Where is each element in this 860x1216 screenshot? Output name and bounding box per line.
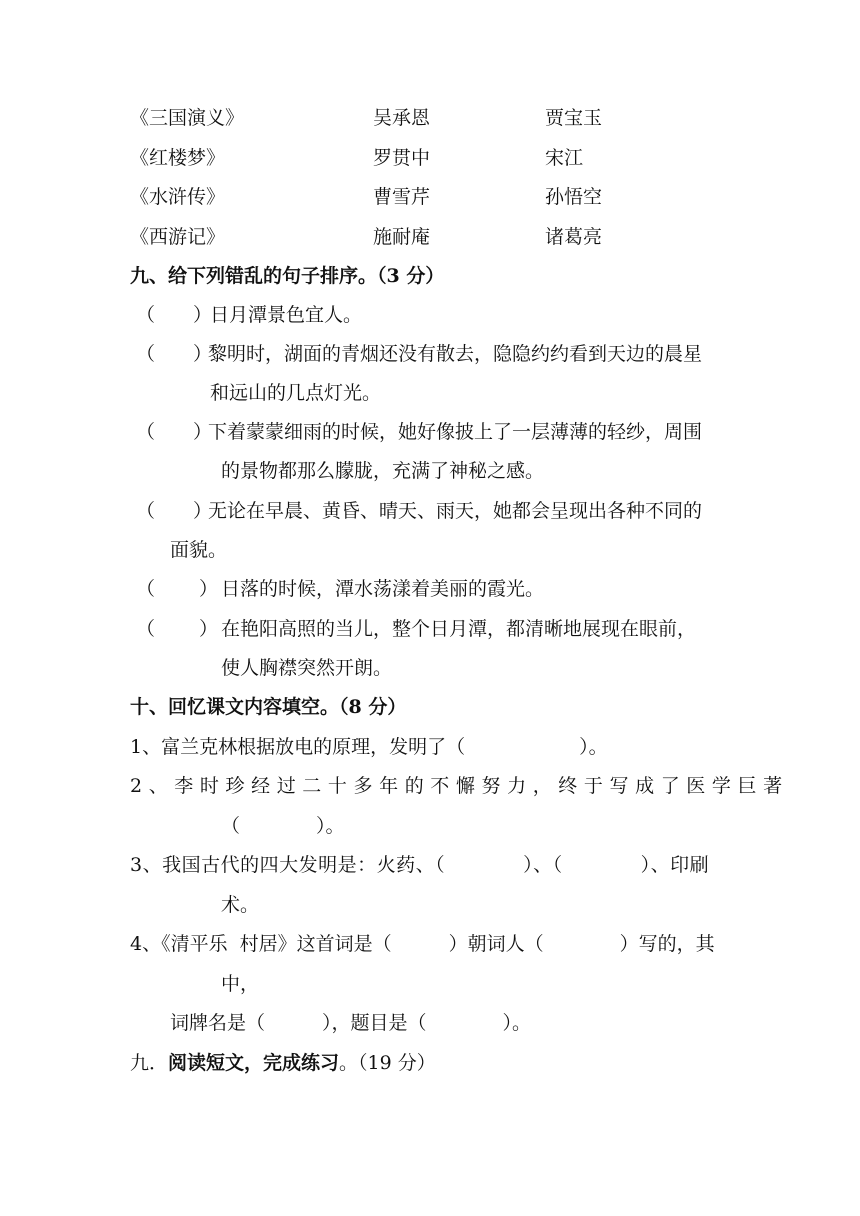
section-number: 九． <box>130 1052 169 1074</box>
fill-question: 3、我国古代的四大发明是：火药、（ ）、（ ）、印刷 <box>130 854 710 876</box>
character-name: 诸葛亮 <box>545 226 603 248</box>
character-name: 宋江 <box>545 147 584 169</box>
author-name: 吴承恩 <box>373 107 431 129</box>
order-blank: （ ） <box>136 304 213 326</box>
book-title: 《水浒传》 <box>130 186 226 208</box>
sentence-text: 下着蒙蒙细雨的时候，她好像披上了一层薄薄的轻纱，周围 <box>208 421 703 443</box>
order-blank: （ ） <box>136 421 213 443</box>
author-name: 曹雪芹 <box>373 186 431 208</box>
sentence-continuation: 面貌。 <box>170 539 228 561</box>
section-points: 。（19 分） <box>339 1052 436 1074</box>
section-heading: 九、给下列错乱的句子排序。（3 分） <box>130 265 445 287</box>
fill-question-continuation: 中， <box>221 973 260 995</box>
sentence-text: 黎明时，湖面的青烟还没有散去，隐隐约约看到天边的晨星 <box>208 343 703 365</box>
fill-question: 2、李时珍经过二十多年的不懈努力，终于写成了医学巨著 <box>130 775 789 797</box>
character-name: 贾宝玉 <box>545 107 603 129</box>
book-title: 《西游记》 <box>130 226 226 248</box>
book-title: 《三国演义》 <box>130 107 245 129</box>
sentence-text: 日月潭景色宜人。 <box>210 304 363 326</box>
fill-question-continuation: （ ）。 <box>221 815 345 837</box>
section-heading <box>130 1051 436 1075</box>
order-blank: （ ） <box>136 500 213 522</box>
fill-question-continuation: 词牌名是（ ），题目是（ ）。 <box>170 1012 532 1034</box>
order-blank: （ ） <box>136 578 219 600</box>
sentence-text: 无论在早晨、黄昏、晴天、雨天，她都会呈现出各种不同的 <box>208 500 703 522</box>
order-blank: （ ） <box>136 343 213 365</box>
sentence-continuation: 使人胸襟突然开朗。 <box>221 657 393 679</box>
fill-question: 1、富兰克林根据放电的原理，发明了（ ）。 <box>130 736 608 758</box>
author-name: 施耐庵 <box>373 226 431 248</box>
character-name: 孙悟空 <box>545 186 603 208</box>
sentence-continuation: 的景物都那么朦胧，充满了神秘之感。 <box>221 460 545 482</box>
sentence-continuation: 和远山的几点灯光。 <box>210 382 382 404</box>
author-name: 罗贯中 <box>373 147 431 169</box>
book-title: 《红楼梦》 <box>130 147 226 169</box>
fill-question-continuation: 术。 <box>221 894 260 916</box>
fill-question: 4、《清平乐 村居》这首词是（ ）朝词人（ ）写的，其 <box>130 933 715 955</box>
order-blank: （ ） <box>136 618 219 640</box>
section-heading: 十、回忆课文内容填空。（8 分） <box>130 696 407 718</box>
section-title: 阅读短文，完成练习 <box>168 1052 340 1074</box>
sentence-text: 日落的时候，潭水荡漾着美丽的霞光。 <box>221 578 545 600</box>
sentence-text: 在艳阳高照的当儿，整个日月潭，都清晰地展现在眼前， <box>221 618 697 640</box>
